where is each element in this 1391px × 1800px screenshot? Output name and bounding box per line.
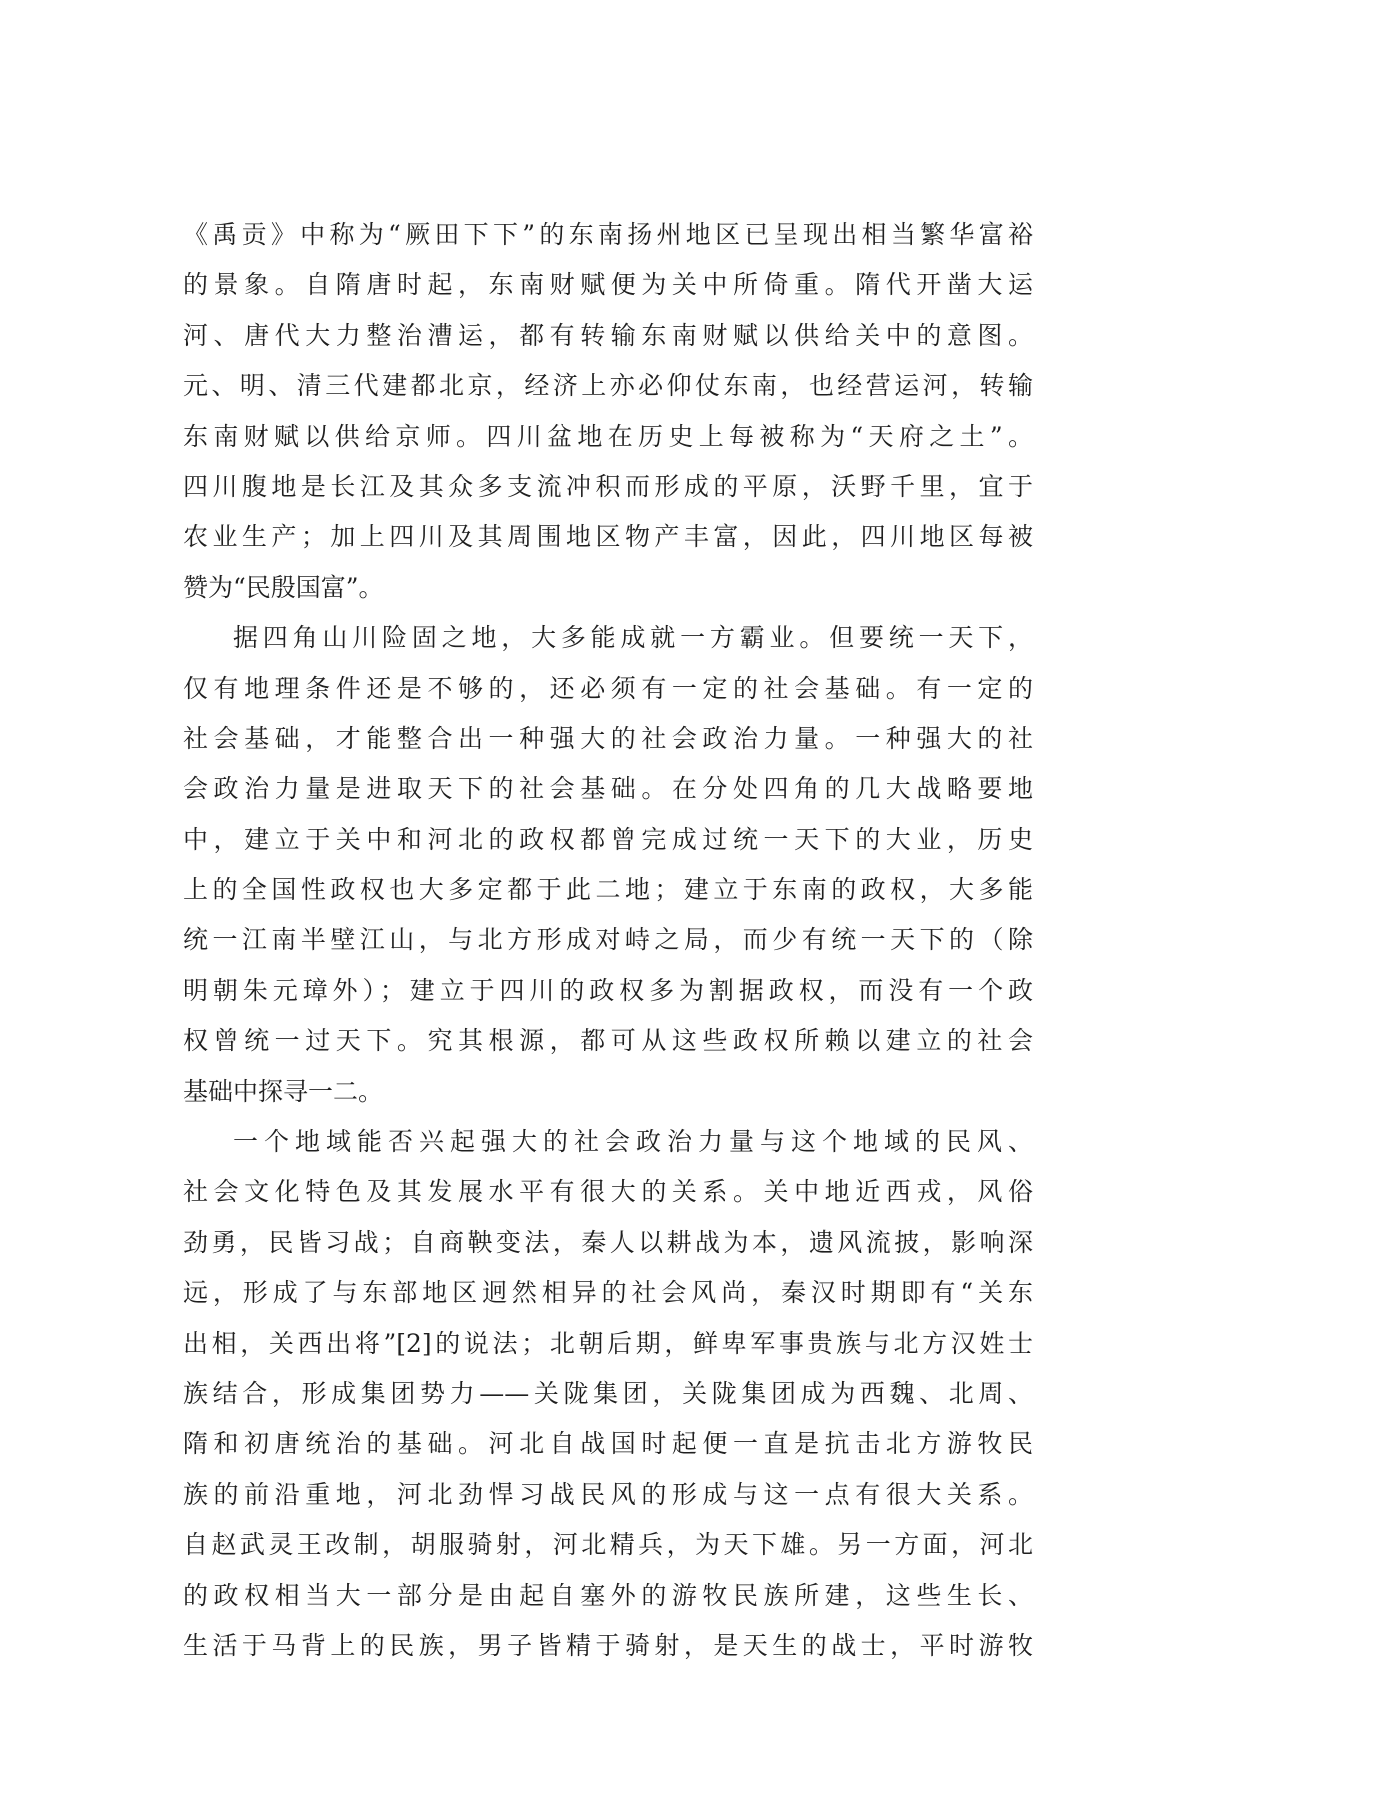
text-line: 元、明、清三代建都北京，经济上亦必仰仗东南，也经营运河，转输: [183, 371, 1033, 401]
paragraph: [183, 210, 1033, 613]
text-line: 河、唐代大力整治漕运，都有转输东南财赋以供给关中的意图。: [183, 320, 1033, 350]
text-line: 会政治力量是进取天下的社会基础。在分处四角的几大战略要地: [183, 774, 1033, 804]
text-line: 的政权相当大一部分是由起自塞外的游牧民族所建，这些生长、: [183, 1580, 1033, 1610]
text-line: 远，形成了与东部地区迥然相异的社会风尚，秦汉时期即有“关东: [183, 1278, 1033, 1308]
text-line: 社会基础，才能整合出一种强大的社会政治力量。一种强大的社: [183, 723, 1033, 753]
text-line: 出相，关西出将”[2]的说法；北朝后期，鲜卑军事贵族与北方汉姓士: [183, 1328, 1033, 1358]
text-line: 东南财赋以供给京师。四川盆地在历史上每被称为“天府之土”。: [183, 421, 1033, 451]
text-line: 仅有地理条件还是不够的，还必须有一定的社会基础。有一定的: [183, 673, 1033, 703]
text-line: 一个地域能否兴起强大的社会政治力量与这个地域的民风、: [233, 1127, 1033, 1157]
text-line: 的景象。自隋唐时起，东南财赋便为关中所倚重。隋代开凿大运: [183, 270, 1033, 300]
text-line: 统一江南半壁江山，与北方形成对峙之局，而少有统一天下的（除: [183, 925, 1033, 955]
paragraph: [183, 613, 1033, 1117]
text-line: 明朝朱元璋外）；建立于四川的政权多为割据政权，而没有一个政: [183, 975, 1033, 1005]
text-line: 中，建立于关中和河北的政权都曾完成过统一天下的大业，历史: [183, 824, 1033, 854]
text-line: 生活于马背上的民族，男子皆精于骑射，是天生的战士，平时游牧: [183, 1630, 1033, 1660]
text-line: 《禹贡》中称为“厥田下下”的东南扬州地区已呈现出相当繁华富裕: [183, 220, 1033, 249]
text-line: 族的前沿重地，河北劲悍习战民风的形成与这一点有很大关系。: [183, 1479, 1033, 1509]
text-line: 基础中探寻一二。: [183, 1076, 384, 1106]
text-line: 农业生产；加上四川及其周围地区物产丰富，因此，四川地区每被: [183, 522, 1033, 552]
paragraph: [183, 1117, 1033, 1671]
text-line: 劲勇，民皆习战；自商鞅变法，秦人以耕战为本，遗风流披，影响深: [183, 1227, 1033, 1257]
body-text: [183, 210, 1033, 1671]
text-line: 权曾统一过天下。究其根源，都可从这些政权所赖以建立的社会: [183, 1026, 1033, 1056]
text-line: 隋和初唐统治的基础。河北自战国时起便一直是抗击北方游牧民: [183, 1429, 1033, 1459]
text-line: 上的全国性政权也大多定都于此二地；建立于东南的政权，大多能: [183, 875, 1033, 905]
text-line: 族结合，形成集团势力——关陇集团，关陇集团成为西魏、北周、: [183, 1378, 1033, 1408]
text-line: 四川腹地是长江及其众多支流冲积而形成的平原，沃野千里，宜于: [183, 471, 1033, 501]
text-line: 社会文化特色及其发展水平有很大的关系。关中地近西戎，风俗: [183, 1177, 1033, 1207]
text-line: 赞为“民殷国富”。: [183, 572, 384, 602]
text-line: 据四角山川险固之地，大多能成就一方霸业。但要统一天下，: [233, 623, 1033, 653]
text-line: 自赵武灵王改制，胡服骑射，河北精兵，为天下雄。另一方面，河北: [183, 1530, 1033, 1560]
